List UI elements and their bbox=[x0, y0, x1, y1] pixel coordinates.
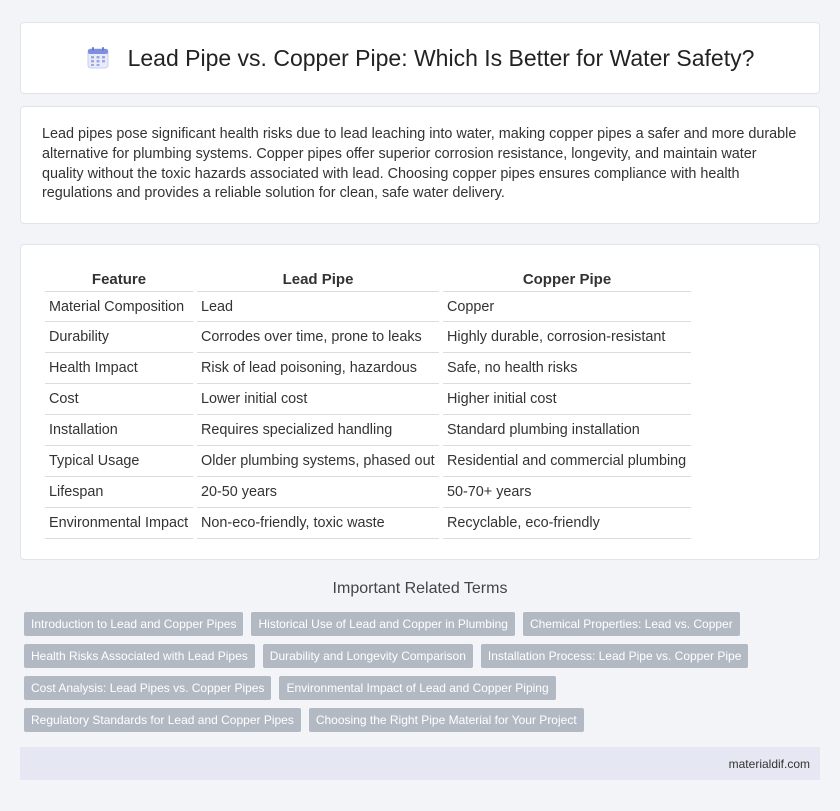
related-term-tag[interactable]: Chemical Properties: Lead vs. Copper bbox=[523, 612, 740, 636]
copper-cell: Higher initial cost bbox=[443, 384, 691, 415]
tag-row bbox=[24, 676, 824, 700]
header-card bbox=[20, 22, 820, 94]
tag-row bbox=[24, 708, 824, 732]
header-copper-pipe: Copper Pipe bbox=[522, 270, 612, 288]
lead-cell: Requires specialized handling bbox=[197, 415, 439, 446]
header-feature: Feature bbox=[91, 270, 147, 288]
header-lead-pipe: Lead Pipe bbox=[282, 270, 354, 288]
footer bbox=[20, 747, 820, 780]
feature-cell: Material Composition bbox=[45, 291, 193, 322]
lead-cell: 20-50 years bbox=[197, 477, 439, 508]
table-row bbox=[45, 384, 691, 415]
feature-cell: Lifespan bbox=[45, 477, 193, 508]
footer-site-link[interactable]: materialdif.com bbox=[728, 756, 810, 771]
related-term-tag[interactable]: Durability and Longevity Comparison bbox=[263, 644, 473, 668]
feature-cell: Health Impact bbox=[45, 353, 193, 384]
lead-cell: Older plumbing systems, phased out bbox=[197, 446, 439, 477]
related-term-tag[interactable]: Installation Process: Lead Pipe vs. Copper Pipe bbox=[481, 644, 748, 668]
copper-cell: Standard plumbing installation bbox=[443, 415, 691, 446]
copper-cell: 50-70+ years bbox=[443, 477, 691, 508]
related-term-tag[interactable]: Historical Use of Lead and Copper in Plumbing bbox=[251, 612, 514, 636]
intro-paragraph: Lead pipes pose significant health risks due to lead leaching into water, making copper pipes a safer and more durable alternative for plumbing systems. Copper pipes offer superior corrosion resistance, longevity, and maintain water quality without the toxic hazards associated with lead. Choosing copper pipes ensures compliance with health regulations and provides a reliable solution for clean, safe water delivery. bbox=[42, 126, 797, 202]
related-term-tag[interactable]: Introduction to Lead and Copper Pipes bbox=[24, 612, 243, 636]
related-term-tag[interactable]: Regulatory Standards for Lead and Copper Pipes bbox=[24, 708, 301, 732]
feature-cell: Typical Usage bbox=[45, 446, 193, 477]
table-row bbox=[45, 291, 691, 322]
related-term-tag[interactable]: Health Risks Associated with Lead Pipes bbox=[24, 644, 255, 668]
feature-cell: Cost bbox=[45, 384, 193, 415]
lead-cell: Risk of lead poisoning, hazardous bbox=[197, 353, 439, 384]
title-wrap bbox=[86, 45, 755, 72]
table-row bbox=[45, 477, 691, 508]
copper-cell: Residential and commercial plumbing bbox=[443, 446, 691, 477]
lead-cell: Lower initial cost bbox=[197, 384, 439, 415]
table-row bbox=[45, 446, 691, 477]
table-row bbox=[45, 353, 691, 384]
copper-cell: Highly durable, corrosion-resistant bbox=[443, 322, 691, 353]
calendar-icon bbox=[86, 46, 110, 70]
comparison-table-card bbox=[20, 244, 820, 560]
related-term-tag[interactable]: Cost Analysis: Lead Pipes vs. Copper Pipes bbox=[24, 676, 271, 700]
feature-cell: Environmental Impact bbox=[45, 508, 193, 539]
copper-cell: Copper bbox=[443, 291, 691, 322]
tag-row bbox=[24, 612, 824, 636]
copper-cell: Recyclable, eco-friendly bbox=[443, 508, 691, 539]
feature-cell: Durability bbox=[45, 322, 193, 353]
table-row bbox=[45, 508, 691, 539]
feature-cell: Installation bbox=[45, 415, 193, 446]
lead-cell: Corrodes over time, prone to leaks bbox=[197, 322, 439, 353]
tag-row bbox=[24, 644, 824, 668]
related-term-tag[interactable]: Choosing the Right Pipe Material for Your Project bbox=[309, 708, 584, 732]
lead-cell: Lead bbox=[197, 291, 439, 322]
related-terms-title: Important Related Terms bbox=[332, 580, 508, 597]
related-terms-tags bbox=[24, 612, 824, 740]
page-title: Lead Pipe vs. Copper Pipe: Which Is Better for Water Safety? bbox=[127, 44, 755, 71]
comparison-table bbox=[41, 267, 695, 539]
table-row bbox=[45, 322, 691, 353]
table-row bbox=[45, 415, 691, 446]
intro-card bbox=[20, 106, 820, 224]
lead-cell: Non-eco-friendly, toxic waste bbox=[197, 508, 439, 539]
table-header-row bbox=[45, 267, 691, 291]
copper-cell: Safe, no health risks bbox=[443, 353, 691, 384]
related-term-tag[interactable]: Environmental Impact of Lead and Copper Piping bbox=[279, 676, 555, 700]
